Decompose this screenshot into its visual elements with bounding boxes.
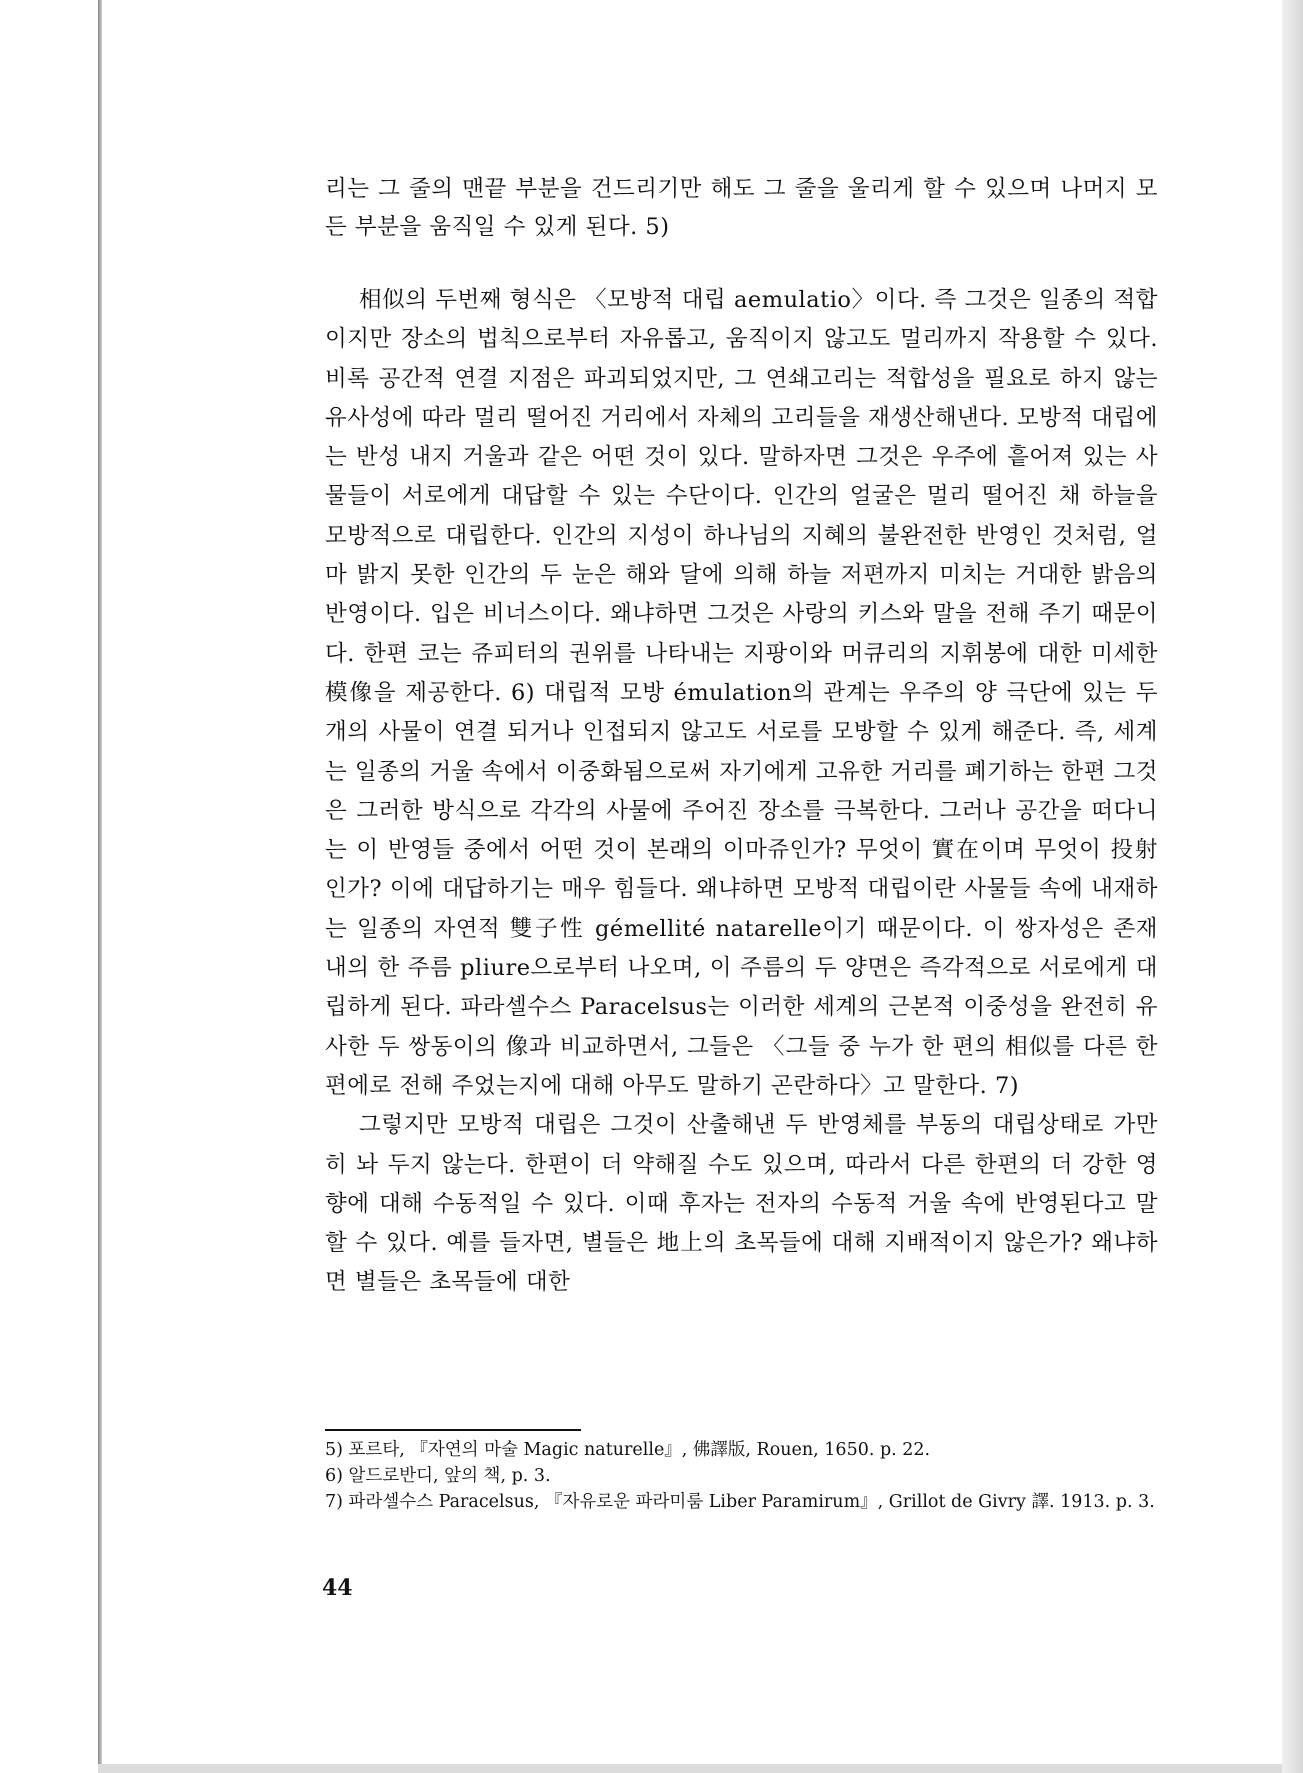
footnotes: [325, 1437, 1158, 1515]
footnote-6: 6) 알드로반디, 앞의 책, p. 3.: [325, 1466, 551, 1486]
main-text: [325, 281, 1158, 1303]
paragraph-1: 相似의 두번째 형식은 〈모방적 대립 aemulatio〉이다. 즉 그것은 일종의 적합이지만 장소의 법칙으로부터 자유롭고, 움직이지 않고도 멀리까지 작용할 수 있다. 비록 공간적 연결 지점은 파괴되었지만, 그 연쇄고리는 적합성을 필요로 하지 않는 유사성에 따라 멀리 떨어진 거리에서 자체의 고리들을 재생산해낸다. 모방적 대립에는 반성 내지 거울과 같은 어떤 것이 있다. 말하자면 그것은 우주에 흩어져 있는 사물들이 서로에게 대답할 수 있는 수단이다. 인간의 얼굴은 멀리 떨어진 채 하늘을 모방적으로 대립한다. 인간의 지성이 하나님의 지혜의 불완전한 반영인 것처럼, 얼마 밝지 못한 인간의 두 눈은 해와 달에 의해 하늘 저편까지 미치는 거대한 밝음의 반영이다. 입은 비너스이다. 왜냐하면 그것은 사랑의 키스와 말을 전해 주기 때문이다. 한편 코는 쥬피터의 권위를 나타내는 지팡이와 머큐리의 지휘봉에 대한 미세한 模像을 제공한다. 6) 대립적 모방 émulation의 관계는 우주의 양 극단에 있는 두 개의 사물이 연결 되거나 인접되지 않고도 서로를 모방할 수 있게 해준다. 즉, 세계는 일종의 거울 속에서 이중화됨으로써 자기에게 고유한 거리를 폐기하는 한편 그것은 그러한 방식으로 각각의 사물에 주어진 장소를 극복한다. 그러나 공간을 떠다니는 이 반영들 중에서 어떤 것이 본래의 이마쥬인가? 무엇이 實在이며 무엇이 投射인가? 이에 대답하기는 매우 힘들다. 왜냐하면 모방적 대립이란 사물들 속에 내재하는 일종의 자연적 雙子性 gémellité natarelle이기 때문이다. 이 쌍자성은 존재 내의 한 주름 pliure으로부터 나오며, 이 주름의 두 양면은 즉각적으로 서로에게 대립하게 된다. 파라셀수스 Paracelsus는 이러한 세계의 근본적 이중성을 완전히 유사한 두 쌍동이의 像과 비교하면서, 그들은 〈그들 중 누가 한 편의 相似를 다른 한편에로 전해 주었는지에 대해 아무도 말하기 곤란하다〉고 말한다. 7): [325, 287, 1158, 1099]
page-number: 44: [322, 1575, 353, 1601]
paragraph-2: 그렇지만 모방적 대립은 그것이 산출해낸 두 반영체를 부동의 대립상태로 가만히 놔 두지 않는다. 한편이 더 약해질 수도 있으며, 따라서 다른 한편의 더 강한 영향에 대해 수동적일 수 있다. 이때 후자는 전자의 수동적 거울 속에 반영된다고 말할 수 있다. 예를 들자면, 별들은 地上의 초목들에 대해 지배적이지 않은가? 왜냐하면 별들은 초목들에 대한: [325, 1112, 1158, 1296]
page-right-edge: [1282, 0, 1303, 1773]
page-bottom-edge: [98, 1764, 1282, 1773]
footnote-divider: [325, 1429, 581, 1431]
footnote-5: 5) 포르타, 『자연의 마술 Magic naturelle』, 佛譯版, Rouen, 1650. p. 22.: [325, 1440, 931, 1460]
footnote-7: 7) 파라셀수스 Paracelsus, 『자유로운 파라미룸 Liber Paramirum』, Grillot de Givry 譯. 1913. p. 3.: [325, 1492, 1155, 1512]
continuation-paragraph: 리는 그 줄의 맨끝 부분을 건드리기만 해도 그 줄을 울리게 할 수 있으며 나머지 모든 부분을 움직일 수 있게 된다. 5): [325, 176, 1158, 240]
